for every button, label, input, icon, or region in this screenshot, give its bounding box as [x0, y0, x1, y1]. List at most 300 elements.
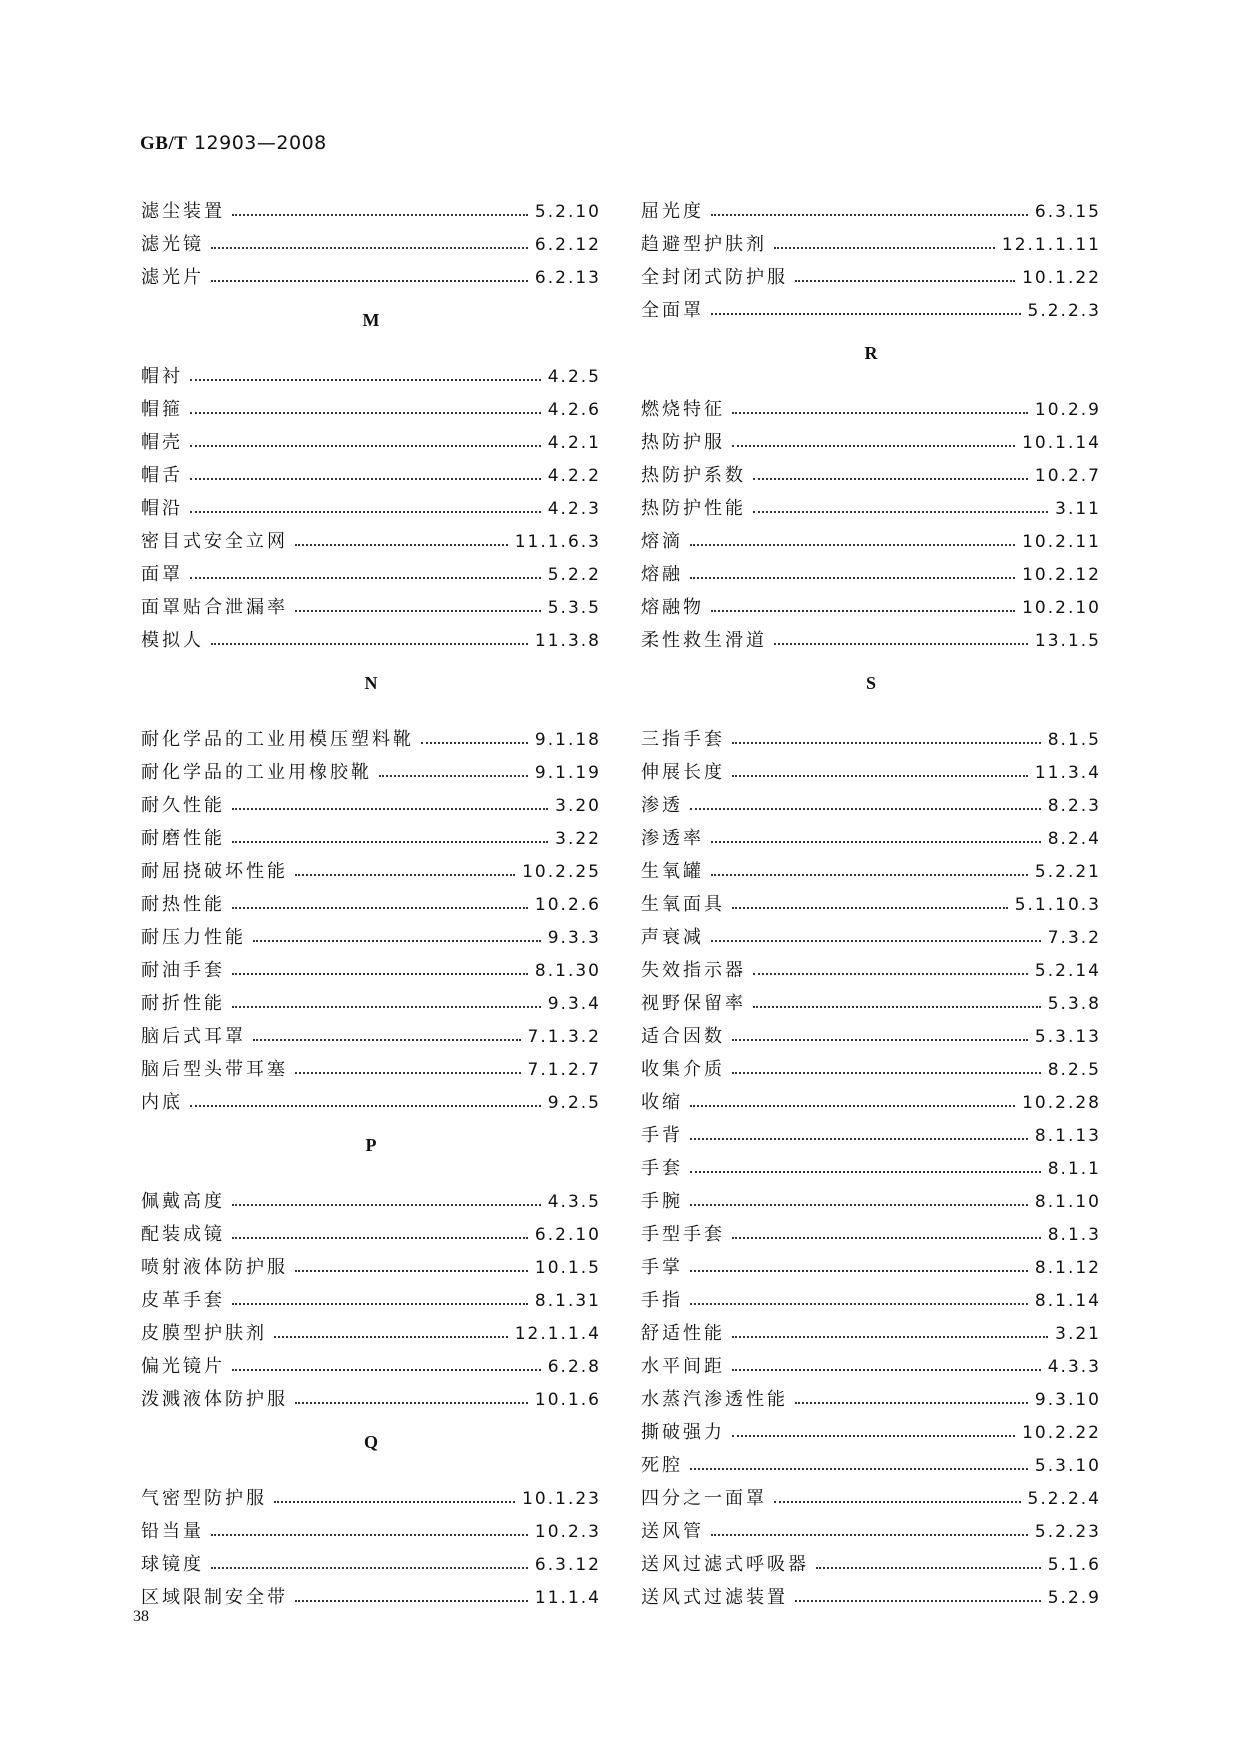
index-entry — [641, 947, 1101, 980]
index-entry — [141, 221, 601, 254]
index-term: 趋避型护肤剂 — [641, 234, 767, 255]
dot-leader — [690, 544, 1015, 546]
dot-leader — [295, 1072, 521, 1074]
index-reference: 5.1.6 — [1047, 1555, 1101, 1575]
index-reference: 8.1.14 — [1034, 1291, 1101, 1311]
index-entry — [641, 1310, 1101, 1343]
dot-leader — [753, 511, 1048, 513]
index-term: 耐压力性能 — [141, 927, 246, 948]
dot-leader — [690, 808, 1041, 810]
index-entry — [141, 1046, 601, 1079]
index-term: 送风过滤式呼吸器 — [641, 1554, 809, 1575]
dot-leader — [232, 1006, 541, 1008]
dot-leader — [732, 1237, 1041, 1239]
index-entry — [641, 1178, 1101, 1211]
index-reference: 6.2.8 — [547, 1357, 601, 1377]
index-letter-heading: S — [865, 673, 876, 693]
index-reference: 11.1.4 — [534, 1588, 601, 1608]
index-letter-heading: M — [362, 310, 380, 330]
index-entry — [641, 584, 1101, 617]
index-term: 佩戴高度 — [141, 1191, 225, 1212]
index-reference: 8.1.12 — [1034, 1258, 1101, 1278]
index-reference: 10.2.22 — [1022, 1423, 1101, 1443]
index-entry — [141, 551, 601, 584]
dot-leader — [190, 379, 541, 381]
index-term: 帽舌 — [141, 465, 183, 486]
index-term: 耐化学品的工业用模压塑料靴 — [141, 729, 414, 750]
dot-leader — [232, 808, 548, 810]
index-term: 皮膜型护肤剂 — [141, 1323, 267, 1344]
index-term: 耐油手套 — [141, 960, 225, 981]
index-reference: 10.2.3 — [534, 1522, 601, 1542]
index-reference: 4.2.5 — [547, 367, 601, 387]
dot-leader — [795, 280, 1015, 282]
index-term: 耐折性能 — [141, 993, 225, 1014]
index-term: 舒适性能 — [641, 1323, 725, 1344]
index-term: 热防护系数 — [641, 465, 746, 486]
index-letter-heading: Q — [363, 1432, 378, 1452]
index-letter-heading: N — [364, 673, 378, 693]
index-term: 铅当量 — [141, 1521, 204, 1542]
dot-leader — [295, 1270, 528, 1272]
dot-leader — [753, 478, 1028, 480]
dot-leader — [295, 1600, 528, 1602]
index-entry — [141, 947, 601, 980]
index-reference: 12.1.1.11 — [1001, 235, 1101, 255]
index-term: 喷射液体防护服 — [141, 1257, 288, 1278]
index-reference: 8.1.1 — [1047, 1159, 1101, 1179]
index-entry — [641, 452, 1101, 485]
dot-leader — [774, 247, 995, 249]
dot-leader — [774, 1501, 1021, 1503]
dot-leader — [690, 1270, 1028, 1272]
index-term: 手套 — [641, 1158, 683, 1179]
dot-leader — [190, 577, 541, 579]
dot-leader — [232, 1237, 528, 1239]
index-entry — [641, 1112, 1101, 1145]
index-entry — [141, 1013, 601, 1046]
index-term: 手指 — [641, 1290, 683, 1311]
index-reference: 10.2.12 — [1022, 565, 1101, 585]
index-reference: 5.2.2.3 — [1027, 301, 1101, 321]
index-entry — [641, 1574, 1101, 1607]
index-term: 泼溅液体防护服 — [141, 1389, 288, 1410]
index-term: 偏光镜片 — [141, 1356, 225, 1377]
index-entry — [141, 353, 601, 386]
index-entry — [141, 485, 601, 518]
index-term: 伸展长度 — [641, 762, 725, 783]
dot-leader — [732, 412, 1028, 414]
index-entry — [141, 1574, 601, 1607]
index-term: 生氧面具 — [641, 894, 725, 915]
index-term: 熔融 — [641, 564, 683, 585]
index-entry — [641, 1145, 1101, 1178]
index-term: 区域限制安全带 — [141, 1587, 288, 1608]
index-entry — [141, 452, 601, 485]
index-entry — [141, 1508, 601, 1541]
index-reference: 9.3.10 — [1034, 1390, 1101, 1410]
dot-leader — [816, 1567, 1041, 1569]
index-entry — [141, 584, 601, 617]
dot-leader — [253, 940, 541, 942]
index-entry — [641, 1244, 1101, 1277]
index-entry — [141, 782, 601, 815]
index-term: 滤光镜 — [141, 234, 204, 255]
dot-leader — [690, 1468, 1028, 1470]
index-term: 柔性救生滑道 — [641, 630, 767, 651]
index-term: 水蒸汽渗透性能 — [641, 1389, 788, 1410]
index-entry — [141, 980, 601, 1013]
dot-leader — [211, 1567, 528, 1569]
index-entry — [141, 1244, 601, 1277]
index-reference: 10.1.5 — [534, 1258, 601, 1278]
index-term: 面罩 — [141, 564, 183, 585]
index-reference: 4.2.6 — [547, 400, 601, 420]
index-entry — [641, 1211, 1101, 1244]
index-entry — [641, 1343, 1101, 1376]
index-reference: 10.1.6 — [534, 1390, 601, 1410]
index-letter-heading: P — [365, 1135, 377, 1155]
index-column-left — [141, 188, 601, 1607]
index-column-right — [641, 188, 1101, 1607]
dot-leader — [295, 1402, 528, 1404]
dot-leader — [295, 874, 515, 876]
index-reference: 4.3.5 — [547, 1192, 601, 1212]
index-entry — [141, 1079, 601, 1112]
standard-prefix: GB/T — [140, 133, 188, 154]
index-entry — [141, 1211, 601, 1244]
dot-leader — [190, 511, 541, 513]
index-reference: 5.2.14 — [1034, 961, 1101, 981]
index-entry — [641, 419, 1101, 452]
index-term: 屈光度 — [641, 201, 704, 222]
index-term: 球镜度 — [141, 1554, 204, 1575]
index-reference: 10.2.11 — [1022, 532, 1101, 552]
index-reference: 10.2.28 — [1022, 1093, 1101, 1113]
index-reference: 9.3.4 — [547, 994, 601, 1014]
index-term: 生氧罐 — [641, 861, 704, 882]
index-reference: 10.2.9 — [1034, 400, 1101, 420]
index-entry — [641, 1079, 1101, 1112]
dot-leader — [232, 841, 548, 843]
index-entry — [641, 980, 1101, 1013]
index-term: 送风管 — [641, 1521, 704, 1542]
standard-number: 12903—2008 — [193, 132, 327, 154]
dot-leader — [732, 907, 1008, 909]
index-reference: 5.1.10.3 — [1014, 895, 1101, 915]
index-term: 脑后式耳罩 — [141, 1026, 246, 1047]
index-term: 适合因数 — [641, 1026, 725, 1047]
index-reference: 6.3.12 — [534, 1555, 601, 1575]
dot-leader — [232, 907, 528, 909]
index-entry — [641, 485, 1101, 518]
dot-leader — [274, 1336, 508, 1338]
index-reference: 9.3.3 — [547, 928, 601, 948]
index-reference: 10.2.10 — [1022, 598, 1101, 618]
index-entry — [141, 815, 601, 848]
index-reference: 5.2.21 — [1034, 862, 1101, 882]
index-entry — [141, 749, 601, 782]
index-entry — [141, 254, 601, 287]
dot-leader — [732, 1369, 1041, 1371]
index-term: 三指手套 — [641, 729, 725, 750]
index-reference: 8.1.3 — [1047, 1225, 1101, 1245]
index-reference: 3.22 — [555, 829, 601, 849]
index-entry — [641, 716, 1101, 749]
index-entry — [641, 749, 1101, 782]
dot-leader — [732, 445, 1015, 447]
index-reference: 4.2.2 — [547, 466, 601, 486]
index-reference: 7.1.3.2 — [527, 1027, 601, 1047]
dot-leader — [232, 1303, 528, 1305]
index-reference: 10.1.23 — [522, 1489, 601, 1509]
index-reference: 8.2.3 — [1047, 796, 1101, 816]
index-reference: 5.2.23 — [1034, 1522, 1101, 1542]
index-reference: 12.1.1.4 — [514, 1324, 601, 1344]
dot-leader — [753, 1006, 1041, 1008]
index-term: 视野保留率 — [641, 993, 746, 1014]
index-reference: 3.11 — [1055, 499, 1101, 519]
index-entry — [641, 815, 1101, 848]
dot-leader — [795, 1600, 1041, 1602]
index-term: 手腕 — [641, 1191, 683, 1212]
index-entry — [141, 1475, 601, 1508]
index-entry — [641, 1277, 1101, 1310]
index-reference: 4.3.3 — [1047, 1357, 1101, 1377]
dot-leader — [690, 1138, 1028, 1140]
index-term: 配装成镜 — [141, 1224, 225, 1245]
index-entry — [141, 881, 601, 914]
dot-leader — [211, 247, 528, 249]
index-term: 热防护服 — [641, 432, 725, 453]
index-entry — [641, 848, 1101, 881]
dot-leader — [690, 577, 1015, 579]
index-reference: 11.1.6.3 — [514, 532, 601, 552]
index-term: 帽衬 — [141, 366, 183, 387]
index-term: 皮革手套 — [141, 1290, 225, 1311]
index-reference: 8.1.30 — [534, 961, 601, 981]
index-reference: 7.1.2.7 — [527, 1060, 601, 1080]
index-reference: 11.3.8 — [534, 631, 601, 651]
dot-leader — [690, 1204, 1028, 1206]
index-reference: 5.3.10 — [1034, 1456, 1101, 1476]
index-reference: 8.1.31 — [534, 1291, 601, 1311]
index-reference: 5.2.2.4 — [1027, 1489, 1101, 1509]
index-reference: 3.21 — [1055, 1324, 1101, 1344]
index-reference: 4.2.3 — [547, 499, 601, 519]
index-entry — [641, 221, 1101, 254]
dot-leader — [732, 775, 1028, 777]
index-term: 渗透率 — [641, 828, 704, 849]
index-term: 撕破强力 — [641, 1422, 725, 1443]
index-reference: 10.2.6 — [534, 895, 601, 915]
index-term: 面罩贴合泄漏率 — [141, 597, 288, 618]
dot-leader — [732, 1039, 1028, 1041]
index-term: 手掌 — [641, 1257, 683, 1278]
index-term: 声衰减 — [641, 927, 704, 948]
index-reference: 9.1.18 — [534, 730, 601, 750]
index-entry — [641, 1409, 1101, 1442]
index-entry — [141, 1310, 601, 1343]
index-reference: 7.3.2 — [1047, 928, 1101, 948]
index-reference: 9.1.19 — [534, 763, 601, 783]
index-entry — [141, 1376, 601, 1409]
index-reference: 10.2.25 — [522, 862, 601, 882]
index-term: 燃烧特征 — [641, 399, 725, 420]
dot-leader — [753, 973, 1028, 975]
dot-leader — [232, 214, 528, 216]
index-term: 帽沿 — [141, 498, 183, 519]
dot-leader — [711, 1534, 1028, 1536]
dot-leader — [421, 742, 528, 744]
dot-leader — [690, 1171, 1041, 1173]
dot-leader — [732, 1072, 1041, 1074]
dot-leader — [379, 775, 528, 777]
dot-leader — [732, 742, 1041, 744]
dot-leader — [232, 1369, 541, 1371]
index-entry — [641, 1013, 1101, 1046]
index-term: 滤光片 — [141, 267, 204, 288]
index-reference: 5.3.13 — [1034, 1027, 1101, 1047]
index-entry — [641, 914, 1101, 947]
index-reference: 5.3.5 — [547, 598, 601, 618]
index-term: 耐化学品的工业用橡胶靴 — [141, 762, 372, 783]
dot-leader — [711, 940, 1041, 942]
index-term: 送风式过滤装置 — [641, 1587, 788, 1608]
dot-leader — [190, 445, 541, 447]
dot-leader — [732, 1336, 1048, 1338]
dot-leader — [190, 1105, 541, 1107]
index-entry — [641, 782, 1101, 815]
index-term: 死腔 — [641, 1455, 683, 1476]
index-term: 帽壳 — [141, 432, 183, 453]
index-term: 四分之一面罩 — [641, 1488, 767, 1509]
index-reference: 6.2.10 — [534, 1225, 601, 1245]
index-term: 收缩 — [641, 1092, 683, 1113]
index-entry — [141, 914, 601, 947]
index-term: 模拟人 — [141, 630, 204, 651]
dot-leader — [211, 643, 528, 645]
index-term: 耐屈挠破坏性能 — [141, 861, 288, 882]
index-reference: 8.1.13 — [1034, 1126, 1101, 1146]
index-entry — [641, 1442, 1101, 1475]
index-reference: 8.1.10 — [1034, 1192, 1101, 1212]
index-entry — [641, 1046, 1101, 1079]
index-entry — [641, 386, 1101, 419]
dot-leader — [690, 1105, 1015, 1107]
index-entry — [141, 848, 601, 881]
dot-leader — [711, 841, 1041, 843]
index-entry — [641, 287, 1101, 320]
index-entry — [641, 881, 1101, 914]
dot-leader — [232, 973, 528, 975]
index-entry — [141, 518, 601, 551]
index-term: 耐磨性能 — [141, 828, 225, 849]
index-reference: 5.2.9 — [1047, 1588, 1101, 1608]
index-term: 手型手套 — [641, 1224, 725, 1245]
dot-leader — [732, 1435, 1015, 1437]
index-entry — [141, 617, 601, 650]
dot-leader — [774, 643, 1028, 645]
index-reference: 3.20 — [555, 796, 601, 816]
index-entry — [641, 188, 1101, 221]
dot-leader — [190, 478, 541, 480]
index-reference: 8.1.5 — [1047, 730, 1101, 750]
dot-leader — [795, 1402, 1028, 1404]
dot-leader — [211, 1534, 528, 1536]
index-term: 全封闭式防护服 — [641, 267, 788, 288]
dot-leader — [711, 610, 1015, 612]
index-reference: 5.2.2 — [547, 565, 601, 585]
index-entry — [641, 1475, 1101, 1508]
dot-leader — [295, 544, 508, 546]
index-reference: 8.2.5 — [1047, 1060, 1101, 1080]
dot-leader — [711, 214, 1028, 216]
index-reference: 11.3.4 — [1034, 763, 1101, 783]
index-entry — [141, 419, 601, 452]
index-reference: 10.1.22 — [1022, 268, 1101, 288]
index-entry — [641, 551, 1101, 584]
index-term: 熔滴 — [641, 531, 683, 552]
index-reference: 8.2.4 — [1047, 829, 1101, 849]
index-term: 熔融物 — [641, 597, 704, 618]
index-entry — [641, 254, 1101, 287]
index-reference: 13.1.5 — [1034, 631, 1101, 651]
index-term: 失效指示器 — [641, 960, 746, 981]
index-reference: 5.3.8 — [1047, 994, 1101, 1014]
dot-leader — [253, 1039, 521, 1041]
index-reference: 10.1.14 — [1022, 433, 1101, 453]
page-number: 38 — [133, 1608, 149, 1625]
index-term: 水平间距 — [641, 1356, 725, 1377]
index-entry — [141, 1541, 601, 1574]
index-entry — [141, 188, 601, 221]
dot-leader — [211, 280, 528, 282]
index-term: 滤尘装置 — [141, 201, 225, 222]
dot-leader — [232, 1204, 541, 1206]
index-term: 渗透 — [641, 795, 683, 816]
index-reference: 9.2.5 — [547, 1093, 601, 1113]
index-term: 脑后型头带耳塞 — [141, 1059, 288, 1080]
index-entry — [641, 518, 1101, 551]
dot-leader — [690, 1303, 1028, 1305]
index-reference: 6.2.12 — [534, 235, 601, 255]
index-term: 气密型防护服 — [141, 1488, 267, 1509]
index-term: 热防护性能 — [641, 498, 746, 519]
index-entry — [141, 1277, 601, 1310]
index-entry — [141, 1343, 601, 1376]
index-term: 全面罩 — [641, 300, 704, 321]
index-entry — [641, 1541, 1101, 1574]
dot-leader — [190, 412, 541, 414]
index-term: 密目式安全立网 — [141, 531, 288, 552]
index-entry — [641, 617, 1101, 650]
index-reference: 4.2.1 — [547, 433, 601, 453]
index-entry — [141, 716, 601, 749]
index-reference: 6.3.15 — [1034, 202, 1101, 222]
index-entry — [141, 1178, 601, 1211]
index-reference: 6.2.13 — [534, 268, 601, 288]
index-term: 帽箍 — [141, 399, 183, 420]
index-reference: 10.2.7 — [1034, 466, 1101, 486]
index-term: 耐久性能 — [141, 795, 225, 816]
index-term: 耐热性能 — [141, 894, 225, 915]
index-term: 收集介质 — [641, 1059, 725, 1080]
dot-leader — [711, 313, 1021, 315]
dot-leader — [711, 874, 1028, 876]
standard-code — [140, 132, 327, 155]
index-entry — [641, 1508, 1101, 1541]
